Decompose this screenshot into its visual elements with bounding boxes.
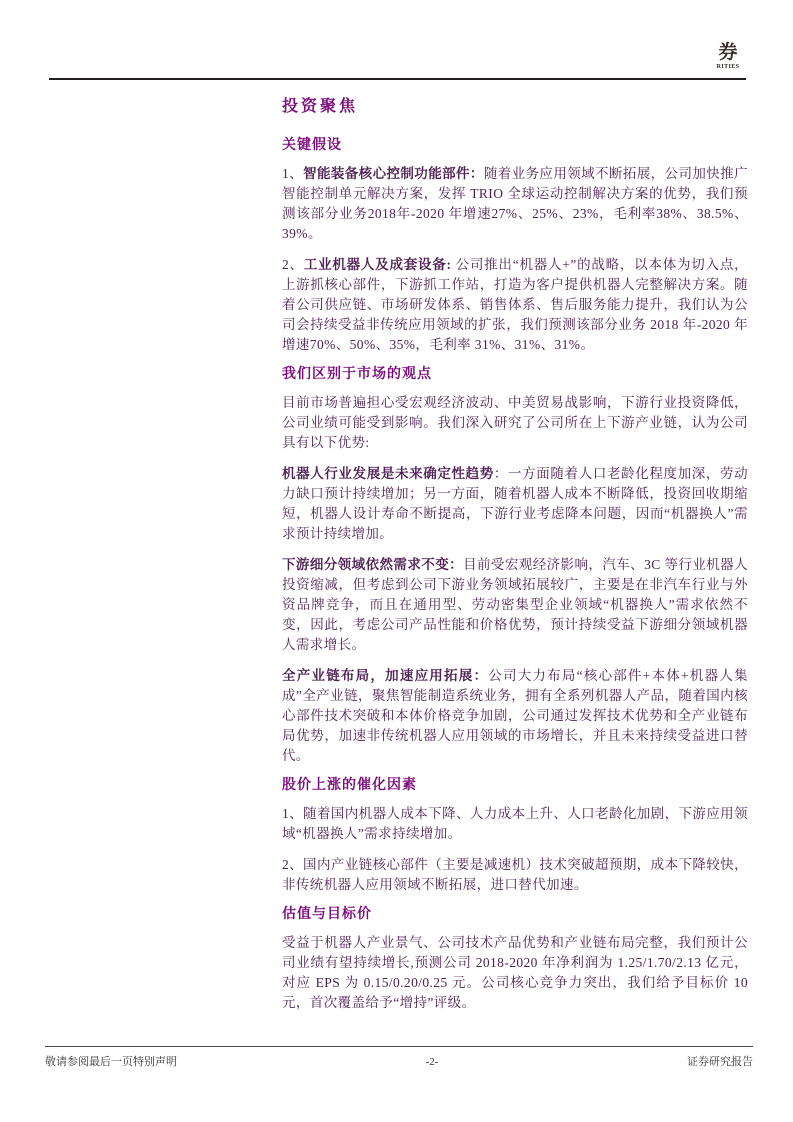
paragraph-market-concern <box>282 393 748 453</box>
brand-logo-subtext: RITIES <box>716 63 740 70</box>
paragraph-text: 公司推出“机器人+”的战略，以本体为切入点，上游抓核心部件，下游抓工作站，打造为客户提供机器人完整解决方案。随着公司供应链、市场研发体系、销售体系、售后服务能力提升，我们认为公司会持续受益非传统应用领域的扩张，我们预测该部分业务 2018 年-2020 年增速70%、50%、35%，毛利率 31%、31%、31%。 <box>282 257 748 352</box>
paragraph-lead: 智能装备核心控制功能部件： <box>303 166 484 181</box>
paragraph-prefix: 1、 <box>282 166 304 181</box>
paragraph-catalyst-1 <box>282 804 748 844</box>
paragraph-text: 1、随着国内机器人成本下降、人力成本上升、人口老龄化加剧，下游应用领域“机器换人”需求持续增加。 <box>282 806 748 841</box>
page-footer <box>45 1053 753 1069</box>
paragraph-text: 目前市场普遍担心受宏观经济波动、中美贸易战影响，下游行业投资降低，公司业绩可能受到影响。我们深入研究了公司所在上下游产业链，认为公司具有以下优势: <box>282 395 748 450</box>
paragraph-lead: 工业机器人及成套设备: <box>303 257 456 272</box>
footer-report-type: 证券研究报告 <box>686 1056 753 1068</box>
paragraph-assumption-1 <box>282 164 748 244</box>
paragraph-downstream-demand <box>282 555 748 655</box>
report-body <box>282 97 748 1024</box>
section-heading-key-assumptions: 关键假设 <box>282 138 342 153</box>
paragraph-text: 公司大力布局“核心部件+本体+机器人集成”全产业链，聚焦智能制造系统业务，拥有全系列机器人产品，随着国内核心部件技术突破和本体价格竞争加剧，公司通过发挥技术优势和全产业链布局优势，加速非传统机器人应用领域的市场增长，并且未来持续受益进口替代。 <box>282 668 748 763</box>
paragraph-lead: 机器人行业发展是未来确定性趋势 <box>282 466 494 481</box>
header-rule <box>49 78 746 80</box>
paragraph-lead: 全产业链布局，加速应用拓展： <box>282 668 489 683</box>
paragraph-text: 2、国内产业链核心部件（主要是减速机）技术突破超预期，成本下降较快，非传统机器人应用领域不断拓展，进口替代加速。 <box>282 857 748 892</box>
footer-rule <box>45 1046 753 1047</box>
brand-logo-glyph: 券 <box>718 42 738 63</box>
paragraph-text: 随着业务应用领域不断拓展，公司加快推广智能控制单元解决方案，发挥 TRIO 全球运动控制解决方案的优势，我们预测该部分业务2018年-2020 年增速27%、25%、23%，毛利率38%、38.5%、39%。 <box>282 166 748 241</box>
brand-logo <box>707 43 749 70</box>
paragraph-valuation <box>282 933 748 1013</box>
paragraph-industry-trend <box>282 464 748 544</box>
paragraph-lead: 下游细分领域依然需求不变： <box>282 557 464 572</box>
paragraph-assumption-2 <box>282 255 748 355</box>
paragraph-full-chain <box>282 666 748 766</box>
section-heading-catalysts: 股价上涨的催化因素 <box>282 778 417 793</box>
footer-page-number: -2- <box>425 1056 439 1068</box>
paragraph-text: ：一方面随着人口老龄化程度加深，劳动力缺口预计持续增加；另一方面，随着机器人成本不断降低，投资回收期缩短，机器人设计寿命不断提高，下游行业考虑降本问题，因而“机器换人”需求预计持续增加。 <box>282 466 748 541</box>
section-heading-valuation: 估值与目标价 <box>282 907 372 922</box>
paragraph-prefix: 2、 <box>282 257 304 272</box>
page-title: 投资聚焦 <box>282 98 359 115</box>
paragraph-text: 目前受宏观经济影响，汽车、3C 等行业机器人投资缩减，但考虑到公司下游业务领域拓展较广，主要是在非汽车行业与外资品牌竞争，而且在通用型、劳动密集型企业领域“机器换人”需求依然不变，因此，考虑公司产品性能和价格优势，预计持续受益下游细分领域机器人需求增长。 <box>282 557 749 652</box>
paragraph-catalyst-2 <box>282 855 748 895</box>
paragraph-text: 受益于机器人产业景气、公司技术产品优势和产业链布局完整，我们预计公司业绩有望持续增长,预测公司 2018-2020 年净利润为 1.25/1.70/2.13 亿元，对应 EPS 为 0.15/0.20/0.25 元。公司核心竞争力突出，我们给予目标价 10 元，首次覆盖给予“增持”评级。 <box>282 935 748 1010</box>
section-heading-differentiated-view: 我们区别于市场的观点 <box>282 367 432 382</box>
footer-disclaimer: 敬请参阅最后一页特别声明 <box>45 1056 177 1068</box>
